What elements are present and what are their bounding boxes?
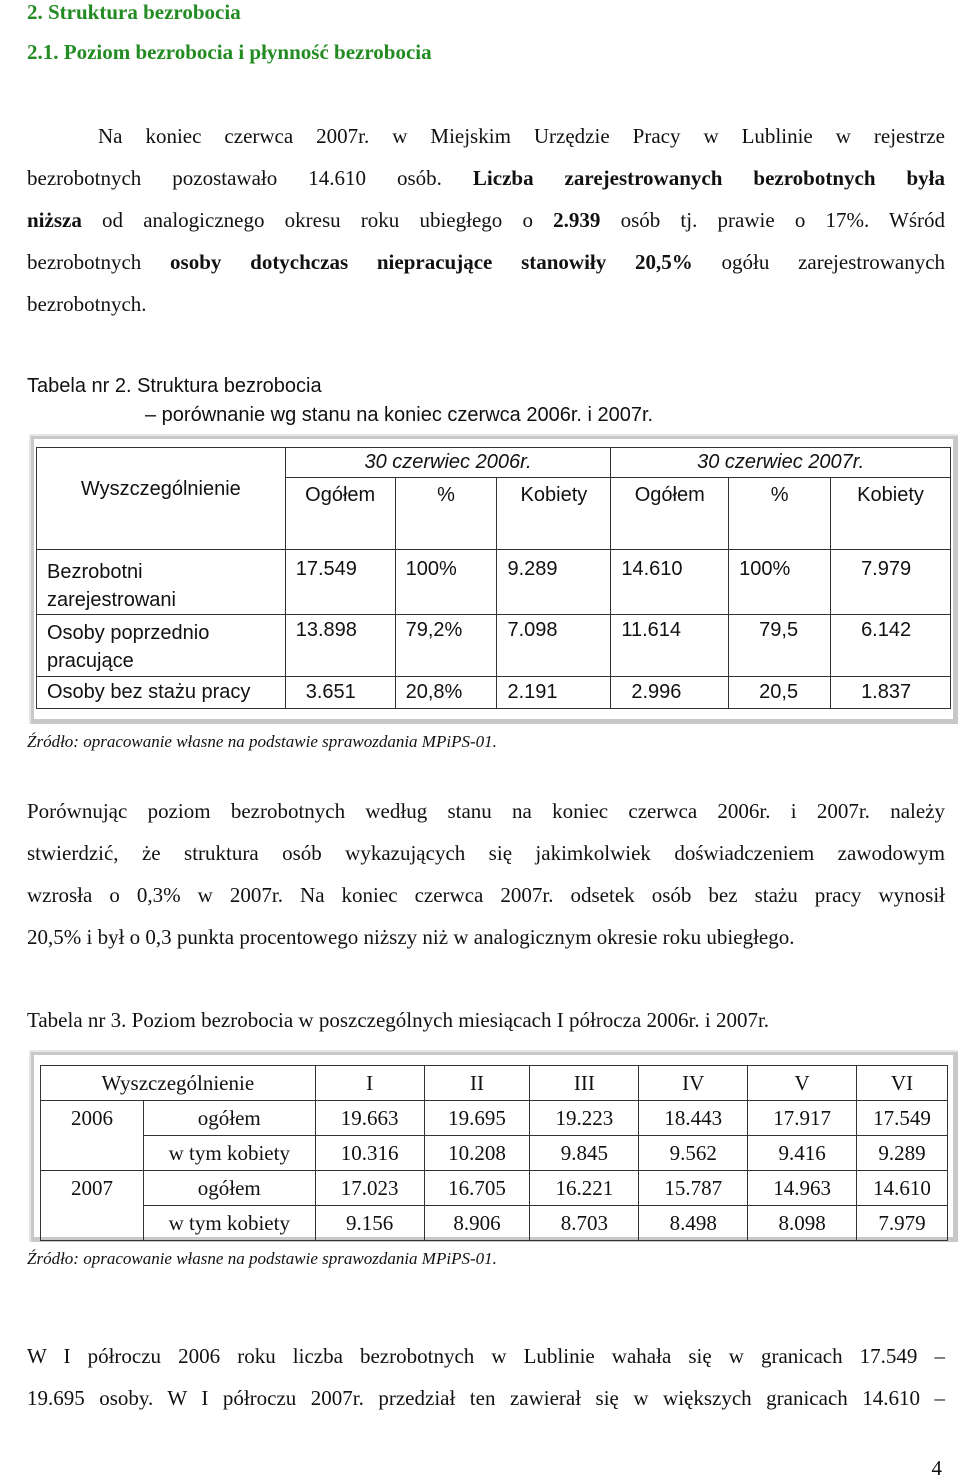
subsection-heading: 2.1. Poziom bezrobocia i płynność bezrobocia <box>27 40 432 64</box>
table2-month: I <box>315 1066 424 1101</box>
para1-bold: niższa <box>27 208 82 232</box>
table1-row-label <box>37 550 286 615</box>
table2-month: III <box>530 1066 639 1101</box>
para1-bold: 2.939 <box>553 208 601 232</box>
table-cell: 1.837 <box>831 677 951 709</box>
table-cell: 9.289 <box>497 550 611 615</box>
table2-month: IV <box>639 1066 748 1101</box>
table-cell: 2.996 <box>611 677 729 709</box>
table2-year: 2006 <box>41 1101 144 1136</box>
table-row <box>37 550 951 615</box>
para1-line1: Na koniec czerwca 2007r. w Miejskim Urzędzie Pracy w Lublinie w rejestrze <box>98 124 945 148</box>
para1-line3 <box>27 208 945 233</box>
para1-bold: 20,5% <box>635 250 693 274</box>
row-label-line: Bezrobotni <box>47 561 143 583</box>
table1-row-label: Osoby bez stażu pracy <box>37 677 286 709</box>
table-cell: 2.191 <box>497 677 611 709</box>
table1-caption: Tabela nr 2. Struktura bezrobocia <box>27 375 322 397</box>
para1-text: ogółu zarejestrowanych <box>721 250 946 274</box>
table-cell: 11.614 <box>611 615 729 677</box>
section-heading: 2. Struktura bezrobocia <box>27 0 241 24</box>
table-cell: 13.898 <box>285 615 395 677</box>
table-cell: 17.549 <box>285 550 395 615</box>
table1-col-women: Kobiety <box>497 478 611 550</box>
table-cell: 8.703 <box>530 1206 639 1241</box>
para1-line5: bezrobotnych. <box>27 292 147 316</box>
para3-line2: 19.695 osoby. W I półroczu 2007r. przedział ten zawierał się w większych granicach 14.610 – <box>27 1386 945 1410</box>
table1-row-label <box>37 615 286 677</box>
table-cell: 14.610 <box>857 1171 948 1206</box>
para2-line1: Porównując poziom bezrobotnych według stanu na koniec czerwca 2006r. i 2007r. należy <box>27 799 945 823</box>
table-cell: 17.549 <box>857 1101 948 1136</box>
para1-bold: Liczba zarejestrowanych bezrobotnych była <box>472 166 946 190</box>
table-cell: 100% <box>729 550 831 615</box>
table2-month: II <box>424 1066 530 1101</box>
table-cell: 19.223 <box>530 1101 639 1136</box>
table-row <box>41 1206 948 1241</box>
table2-frame <box>29 1050 958 1242</box>
table-cell: 10.316 <box>315 1136 424 1171</box>
table-cell: 20,8% <box>395 677 497 709</box>
table1-col-women: Kobiety <box>831 478 951 550</box>
para1-line2 <box>27 166 945 191</box>
para2-line4: 20,5% i był o 0,3 punkta procentowego niższy niż w analogicznym okresie roku ubiegłego. <box>27 925 795 949</box>
table-cell: 8.098 <box>748 1206 857 1241</box>
table-cell: 10.208 <box>424 1136 530 1171</box>
para2-line2: stwierdzić, że struktura osób wykazujących się jakimkolwiek doświadczeniem zawodowym <box>27 841 945 865</box>
table-cell: 9.416 <box>748 1136 857 1171</box>
table-cell: 3.651 <box>285 677 395 709</box>
table1-frame <box>29 434 958 724</box>
table-cell: 100% <box>395 550 497 615</box>
table2-source: Źródło: opracowanie własne na podstawie sprawozdania MPiPS-01. <box>27 1249 497 1268</box>
table2-row-label: w tym kobiety <box>143 1206 315 1241</box>
table-row <box>41 1171 948 1206</box>
table2-year <box>41 1206 144 1241</box>
table1-period-2007: 30 czerwiec 2007r. <box>611 448 951 478</box>
table-cell: 9.562 <box>639 1136 748 1171</box>
table1-col-pct: % <box>395 478 497 550</box>
para1-text: bezrobotnych pozostawało 14.610 osób. <box>27 166 442 190</box>
table2-row-label: ogółem <box>143 1171 315 1206</box>
table1-col-total: Ogółem <box>285 478 395 550</box>
page-number: 4 <box>931 1456 942 1480</box>
table2-caption: Tabela nr 3. Poziom bezrobocia w poszczególnych miesiącach I półrocza 2006r. i 2007r. <box>27 1008 770 1032</box>
table2-row-label: w tym kobiety <box>143 1136 315 1171</box>
table-row <box>41 1101 948 1136</box>
table1-col-total: Ogółem <box>611 478 729 550</box>
table-cell: 9.156 <box>315 1206 424 1241</box>
table-cell: 18.443 <box>639 1101 748 1136</box>
table-cell: 79,2% <box>395 615 497 677</box>
table-cell: 7.098 <box>497 615 611 677</box>
table-cell: 16.221 <box>530 1171 639 1206</box>
table-row <box>41 1136 948 1171</box>
table-cell: 15.787 <box>639 1171 748 1206</box>
table2 <box>40 1065 948 1241</box>
table-cell: 14.963 <box>748 1171 857 1206</box>
para3-line1: W I półroczu 2006 roku liczba bezrobotnych w Lublinie wahała się w granicach 17.549 – <box>27 1344 945 1368</box>
table-cell: 19.695 <box>424 1101 530 1136</box>
table-cell: 9.845 <box>530 1136 639 1171</box>
para1-text: bezrobotnych <box>27 250 142 274</box>
table-row <box>37 615 951 677</box>
table-cell: 6.142 <box>831 615 951 677</box>
para2-line3: wzrosła o 0,3% w 2007r. Na koniec czerwca 2007r. odsetek osób bez stażu pracy wynosił <box>27 883 945 907</box>
table-cell: 17.023 <box>315 1171 424 1206</box>
table1-col-pct: % <box>729 478 831 550</box>
row-label-line: pracujące <box>47 650 134 672</box>
table-cell: 14.610 <box>611 550 729 615</box>
table-cell: 7.979 <box>857 1206 948 1241</box>
para1-line4 <box>27 250 945 275</box>
table-cell: 8.498 <box>639 1206 748 1241</box>
row-label-line: Osoby poprzednio <box>47 622 210 644</box>
table-cell: 16.705 <box>424 1171 530 1206</box>
row-label-line: zarejestrowani <box>47 589 176 611</box>
table1-source: Źródło: opracowanie własne na podstawie sprawozdania MPiPS-01. <box>27 732 497 751</box>
table-row <box>37 677 951 709</box>
table2-month: V <box>748 1066 857 1101</box>
table2-year: 2007 <box>41 1171 144 1206</box>
table-cell: 17.917 <box>748 1101 857 1136</box>
table1-caption-sub: – porównanie wg stanu na koniec czerwca 2006r. i 2007r. <box>145 404 654 426</box>
table2-month: VI <box>857 1066 948 1101</box>
para1-bold: osoby dotychczas niepracujące stanowiły <box>170 250 607 274</box>
table1-period-2006: 30 czerwiec 2006r. <box>285 448 611 478</box>
table-cell: 20,5 <box>729 677 831 709</box>
para1-text: osób tj. prawie o 17%. Wśród <box>620 208 946 232</box>
table2-header-label: Wyszczególnienie <box>41 1066 316 1101</box>
table-cell: 9.289 <box>857 1136 948 1171</box>
table-cell: 19.663 <box>315 1101 424 1136</box>
table1-header-label: Wyszczególnienie <box>37 448 286 550</box>
table2-year <box>41 1136 144 1171</box>
table1 <box>36 447 951 709</box>
table-cell: 79,5 <box>729 615 831 677</box>
table-cell: 8.906 <box>424 1206 530 1241</box>
table-cell: 7.979 <box>831 550 951 615</box>
table2-row-label: ogółem <box>143 1101 315 1136</box>
para1-text: od analogicznego okresu roku ubiegłego o <box>102 208 533 232</box>
